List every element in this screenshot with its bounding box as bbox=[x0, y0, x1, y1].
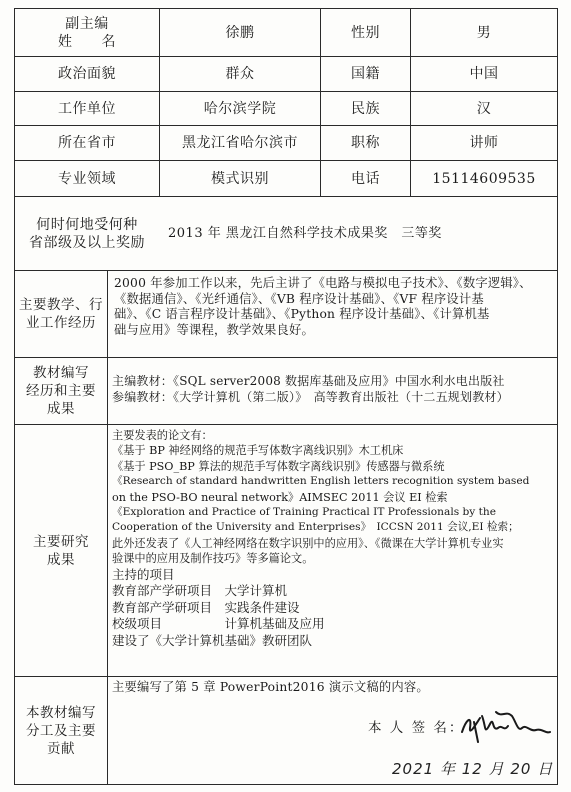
research-label-line: 主要研究 bbox=[33, 533, 89, 550]
experience-text bbox=[114, 276, 554, 338]
awards-label-line: 省部级及以上奖励 bbox=[29, 234, 145, 251]
col-divider bbox=[107, 270, 108, 785]
research-line: 教育部产学研项目 大学计算机 bbox=[112, 583, 288, 599]
phone-value: 15114609535 bbox=[432, 170, 536, 187]
row-divider bbox=[14, 784, 558, 785]
contribution-text: 主要编写了第 5 章 PowerPoint2016 演示文稿的内容。 bbox=[112, 680, 429, 694]
name-label: 姓 名 bbox=[58, 33, 116, 50]
contribution-label-line: 贡献 bbox=[47, 740, 75, 757]
political-label: 政治面貌 bbox=[58, 66, 116, 82]
contribution-label-line: 分工及主要 bbox=[26, 722, 96, 739]
research-line: 《Research of standard handwritten English letters recognition system based bbox=[112, 475, 530, 488]
province-label: 所在省市 bbox=[58, 135, 116, 151]
work-unit-value: 哈尔滨学院 bbox=[203, 100, 277, 117]
title-value: 讲师 bbox=[469, 135, 499, 151]
textbooks-label-line: 成果 bbox=[47, 401, 75, 417]
gender-label: 性别 bbox=[351, 24, 380, 41]
experience-line: 《数据通信》、《光纤通信》、《VB 程序设计基础》、《VF 程序设计基 bbox=[114, 291, 484, 306]
textbooks-label-line: 经历和主要 bbox=[26, 383, 96, 399]
research-label bbox=[15, 425, 107, 676]
field-value: 模式识别 bbox=[211, 170, 269, 187]
awards-value: 2013 年 黑龙江自然科学技术成果奖 三等奖 bbox=[168, 225, 442, 241]
research-line: 验课中的应用及制作技巧》等多篇论文。 bbox=[112, 552, 314, 566]
contribution-label bbox=[15, 677, 107, 784]
name-value: 徐鹏 bbox=[225, 24, 255, 41]
experience-line: 础与应用》等课程，教学效果良好。 bbox=[114, 322, 314, 337]
signature-date: 2021 年 12 月 20 日 bbox=[392, 760, 554, 778]
work-unit-label: 工作单位 bbox=[58, 100, 116, 117]
title-label: 职称 bbox=[351, 135, 380, 151]
col-divider bbox=[557, 8, 558, 785]
textbook-line: 主编教材：《SQL server2008 数据库基础及应用》中国水利水电出版社 bbox=[112, 374, 505, 388]
political-value: 群众 bbox=[225, 66, 255, 82]
research-line: Cooperation of the University and Enterprises》 ICCSN 2011 会议,EI 检索； bbox=[112, 521, 519, 534]
research-line: 校级项目 计算机基础及应用 bbox=[112, 616, 325, 632]
research-line: 《基于 PSO_BP 算法的规范手写体数字离线识别》传感器与微系统 bbox=[112, 459, 445, 473]
textbooks-text bbox=[112, 374, 554, 405]
nationality-value: 中国 bbox=[469, 66, 499, 82]
experience-label-line: 主要教学、行 bbox=[19, 297, 103, 313]
research-text bbox=[112, 428, 555, 649]
ethnicity-label: 民族 bbox=[351, 100, 380, 117]
research-line: 建设了《大学计算机基础》教研团队 bbox=[112, 632, 313, 648]
textbooks-label-line: 教材编写 bbox=[33, 365, 89, 381]
research-label-line: 成果 bbox=[47, 551, 75, 568]
research-line: 教育部产学研项目 实践条件建设 bbox=[112, 599, 300, 615]
signature-label: 本 人 签 名： bbox=[368, 720, 465, 736]
name-label-cell bbox=[15, 9, 159, 56]
research-line: 主持的项目 bbox=[112, 566, 175, 582]
field-label: 专业领域 bbox=[58, 170, 116, 187]
awards-label bbox=[15, 197, 159, 270]
province-value: 黑龙江省哈尔滨市 bbox=[182, 135, 298, 151]
ethnicity-value: 汉 bbox=[476, 100, 492, 117]
textbooks-label bbox=[15, 358, 107, 424]
experience-line: 2000 年参加工作以来，先后主讲了《电路与模拟电子技术》、《数字逻辑》、 bbox=[114, 276, 532, 290]
handwritten-signature bbox=[456, 702, 554, 750]
awards-label-line: 何时何地受何种 bbox=[36, 216, 138, 233]
research-line: on the PSO-BO neural network》AIMSEC 2011 会议 EI 检索 bbox=[112, 490, 448, 504]
gender-value: 男 bbox=[476, 24, 492, 41]
research-line: 《基于 BP 神经网络的规范手写体数字离线识别》木工机床 bbox=[112, 444, 404, 458]
contribution-label-line: 本教材编写 bbox=[26, 704, 96, 721]
phone-label: 电话 bbox=[351, 170, 380, 187]
nationality-label: 国籍 bbox=[351, 66, 380, 82]
experience-label bbox=[15, 271, 107, 357]
textbook-line: 参编教材：《大学计算机（第二版）》 高等教育出版社（十二五规划教材） bbox=[112, 389, 509, 404]
research-line: 主要发表的论文有： bbox=[112, 429, 213, 442]
research-line: 此外还发表了《人工神经网络在数字识别中的应用》、《微课在大学计算机专业实 bbox=[112, 536, 504, 550]
research-line: 《Exploration and Practice of Training Practical IT Professionals by the bbox=[112, 506, 496, 519]
experience-label-line: 业工作经历 bbox=[26, 315, 96, 331]
role-label: 副主编 bbox=[65, 15, 109, 32]
experience-line: 础》、《C 语言程序设计基础》、《Python 程序设计基础》、《计算机基 bbox=[114, 307, 490, 322]
